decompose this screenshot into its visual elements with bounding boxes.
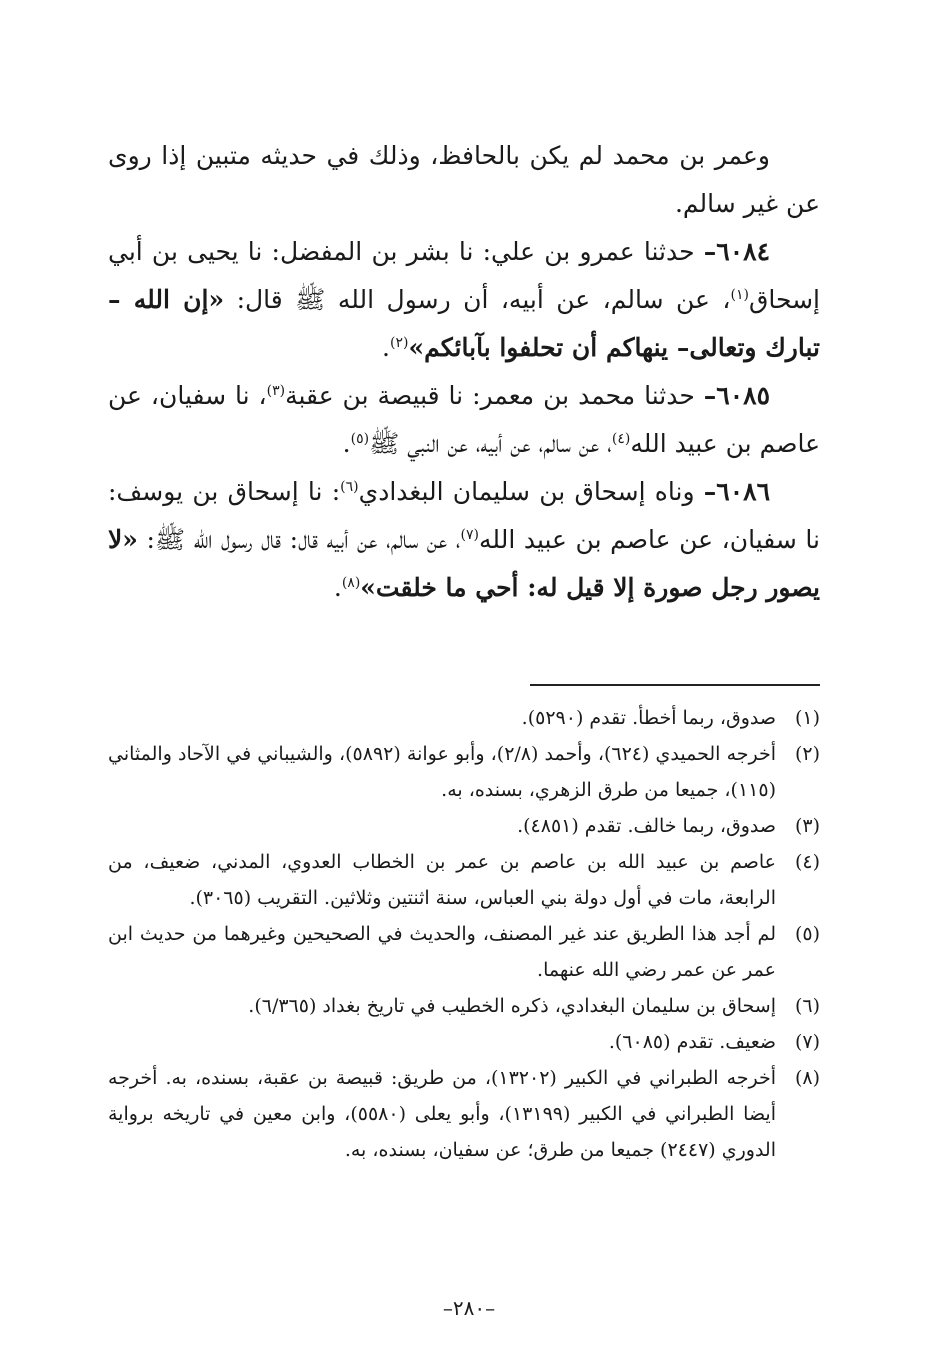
footnote-ref: (٦): [340, 479, 359, 495]
footnote-4: [108, 844, 820, 916]
hadith-text: حدثنا محمد بن معمر: نا قبيصة بن عقبة: [285, 381, 704, 410]
footnote-text: لم أجد هذا الطريق عند غير المصنف، والحديث في الصحيحين وغيرهما من حديث ابن عمر عن عمر رضي الله عنهما.: [108, 923, 776, 981]
intro-paragraph: [108, 132, 820, 228]
hadith-text: حدثنا عمرو بن علي: نا بشر بن المفضل: نا يحيى بن أبي إسحاق: [108, 237, 820, 314]
footnote-ref: (٢): [390, 335, 409, 351]
footnote-8: [108, 1060, 820, 1168]
footnote-text: عاصم بن عبيد الله بن عاصم بن عمر بن الخطاب العدوي، المدني، ضعيف، من الرابعة، مات في أول دولة بني العباس، سنة اثنتين وثلاثين. التقريب (٣٠٦٥).: [108, 851, 776, 909]
hadith-text: ، عن سالم، عن أبيه قال: قال رسول الله ﷺ:: [137, 525, 461, 554]
hadith-number: ٦٠٨٥–: [703, 381, 770, 410]
footnote-text: أخرجه الطبراني في الكبير (١٣٢٠٢)، من طريق: قبيصة بن عقبة، بسنده، به. أخرجه أيضا الطبراني في الكبير (١٣١٩٩)، وأبو يعلى (٥٥٨٠)، وابن معين في تاريخه برواية الدوري (٢٤٤٧) جميعا من طرق؛ عن سفيان، بسنده، به.: [108, 1067, 777, 1161]
footnote-ref: (٧): [460, 527, 480, 543]
footnote-number: (١): [794, 707, 820, 729]
footnote-text: أخرجه الحميدي (٦٢٤)، وأحمد (٢/٨)، وأبو عوانة (٥٨٩٢)، والشيباني في الآحاد والمثاني (١١٥)، جميعا من طرق الزهري، بسنده، به.: [108, 743, 777, 801]
hadith-end: .: [342, 429, 351, 458]
footnote-number: (٢): [794, 743, 820, 765]
footnote-1: [108, 700, 820, 736]
hadith-6084: [108, 228, 820, 372]
hadith-6086: [108, 468, 820, 612]
hadith-text: : نا إسحاق بن يوسف: نا سفيان، عن عاصم بن عبيد الله: [108, 477, 820, 554]
hadith-6085: [108, 372, 820, 468]
footnote-ref: (٨): [341, 575, 361, 591]
footnote-number: (٧): [794, 1031, 820, 1053]
footnote-text: ضعيف. تقدم (٦٠٨٥).: [608, 1031, 776, 1053]
footnote-ref: (٤): [611, 431, 631, 447]
hadith-text: ، نا سفيان، عن عاصم بن عبيد الله: [108, 381, 820, 458]
footnote-text: إسحاق بن سليمان البغدادي، ذكره الخطيب في تاريخ بغداد (٦/٣٦٥).: [248, 995, 776, 1017]
footnote-ref: (٣): [266, 383, 286, 399]
hadith-matn: «لا يصور رجل صورة إلا قيل له: أحي ما خلقت»: [108, 525, 820, 602]
footnote-ref: (٥): [350, 431, 370, 447]
intro-line-1: وعمر بن محمد لم يكن بالحافظ، وذلك في حديثه متبين إذا روى: [108, 141, 770, 170]
footnote-text: صدوق، ربما خالف. تقدم (٤٨٥١).: [517, 815, 776, 837]
intro-line-2: عن غير سالم.: [674, 189, 820, 218]
footnote-ref: (١): [730, 287, 749, 303]
footnote-divider: [530, 684, 820, 686]
footnote-text: صدوق، ربما أخطأ. تقدم (٥٢٩٠).: [521, 707, 776, 729]
hadith-matn: «إن الله –تبارك وتعالى– ينهاكم أن تحلفوا بآبائكم»: [108, 285, 820, 362]
main-text: [108, 132, 820, 612]
footnote-5: [108, 916, 820, 988]
hadith-text: ، عن سالم، عن أبيه، أن رسول الله ﷺ قال:: [224, 285, 731, 314]
hadith-number: ٦٠٨٦–: [703, 477, 770, 506]
footnote-number: (٥): [794, 923, 820, 945]
footnote-number: (٤): [794, 851, 820, 873]
hadith-end: .: [333, 573, 342, 602]
footnote-3: [108, 808, 820, 844]
footnote-7: [108, 1024, 820, 1060]
hadith-text: وناه إسحاق بن سليمان البغدادي: [358, 477, 704, 506]
footnote-number: (٣): [794, 815, 820, 837]
hadith-number: ٦٠٨٤–: [703, 237, 770, 266]
hadith-text: ، عن سالم، عن أبيه، عن النبي ﷺ: [369, 429, 612, 458]
page-number: –٢٨٠–: [442, 1296, 496, 1320]
footnote-number: (٦): [794, 995, 820, 1017]
footnote-2: [108, 736, 820, 808]
footnote-number: (٨): [794, 1067, 820, 1089]
footnotes: [108, 700, 820, 1168]
footnote-6: [108, 988, 820, 1024]
hadith-end: .: [382, 333, 390, 362]
